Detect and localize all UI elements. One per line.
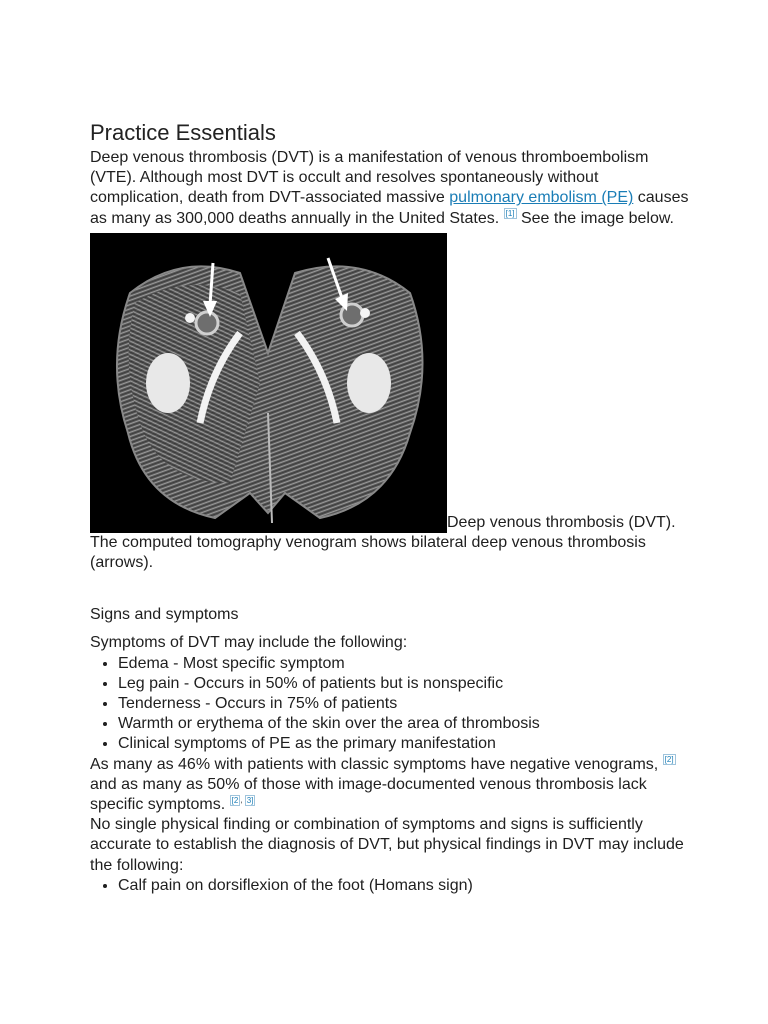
ct-venogram-drawing bbox=[90, 233, 447, 533]
reference-2b-link[interactable]: [2 bbox=[231, 795, 239, 805]
pulmonary-embolism-link[interactable]: pulmonary embolism (PE) bbox=[449, 189, 634, 207]
list-item: • Clinical symptoms of PE as the primary manifestation bbox=[118, 734, 690, 754]
figure bbox=[90, 233, 690, 573]
figure-caption: Deep venous thrombosis (DVT). The computed tomography venogram shows bilateral deep venous thrombosis (arrows). bbox=[90, 513, 676, 572]
venogram-paragraph bbox=[90, 755, 690, 816]
reference-1[interactable] bbox=[504, 208, 517, 219]
venogram-text-b: and as many as 50% of those with image-documented venous thrombosis lack specific symptoms. bbox=[90, 775, 647, 814]
symptoms-lead: Symptoms of DVT may include the following: bbox=[90, 634, 408, 652]
list-item: • Leg pain - Occurs in 50% of patients but is nonspecific bbox=[118, 674, 690, 694]
list-item: • Edema - Most specific symptom bbox=[118, 654, 690, 674]
page-title: Practice Essentials bbox=[90, 120, 276, 145]
venogram-text-a: As many as 46% with patients with classic symptoms have negative venograms, bbox=[90, 755, 659, 773]
reference-2-link[interactable]: [2] bbox=[664, 755, 674, 765]
article-body bbox=[90, 120, 690, 896]
reference-3-link[interactable]: 3] bbox=[246, 795, 254, 805]
reference-1-link[interactable]: [1] bbox=[505, 209, 515, 219]
symptoms-list bbox=[90, 654, 690, 755]
list-item: • Warmth or erythema of the skin over the area of thrombosis bbox=[118, 714, 690, 734]
reference-2-3[interactable]: [2 , 3] bbox=[231, 795, 254, 805]
list-item: • Calf pain on dorsiflexion of the foot (Homans sign) bbox=[118, 876, 690, 896]
ct-venogram-image[interactable] bbox=[90, 233, 447, 533]
intro-text-2: causes as many as 300,000 deaths annually in the United States. bbox=[90, 189, 689, 227]
signs-heading: Signs and symptoms bbox=[90, 606, 239, 624]
intro-text-1: Deep venous thrombosis (DVT) is a manifestation of venous thromboembolism (VTE). Although most DVT is occult and resolves spontaneously without complication, death from DVT-associated massive bbox=[90, 149, 649, 207]
list-item: • Tenderness - Occurs in 75% of patients bbox=[118, 694, 690, 714]
physical-findings-list bbox=[90, 876, 690, 896]
reference-2[interactable] bbox=[663, 754, 676, 765]
physical-findings-paragraph: No single physical finding or combination of symptoms and signs is sufficiently accurate to establish the diagnosis of DVT, but physical findings in DVT may include the following: bbox=[90, 816, 684, 874]
intro-text-3: See the image below. bbox=[516, 209, 674, 227]
intro-paragraph bbox=[90, 148, 690, 229]
